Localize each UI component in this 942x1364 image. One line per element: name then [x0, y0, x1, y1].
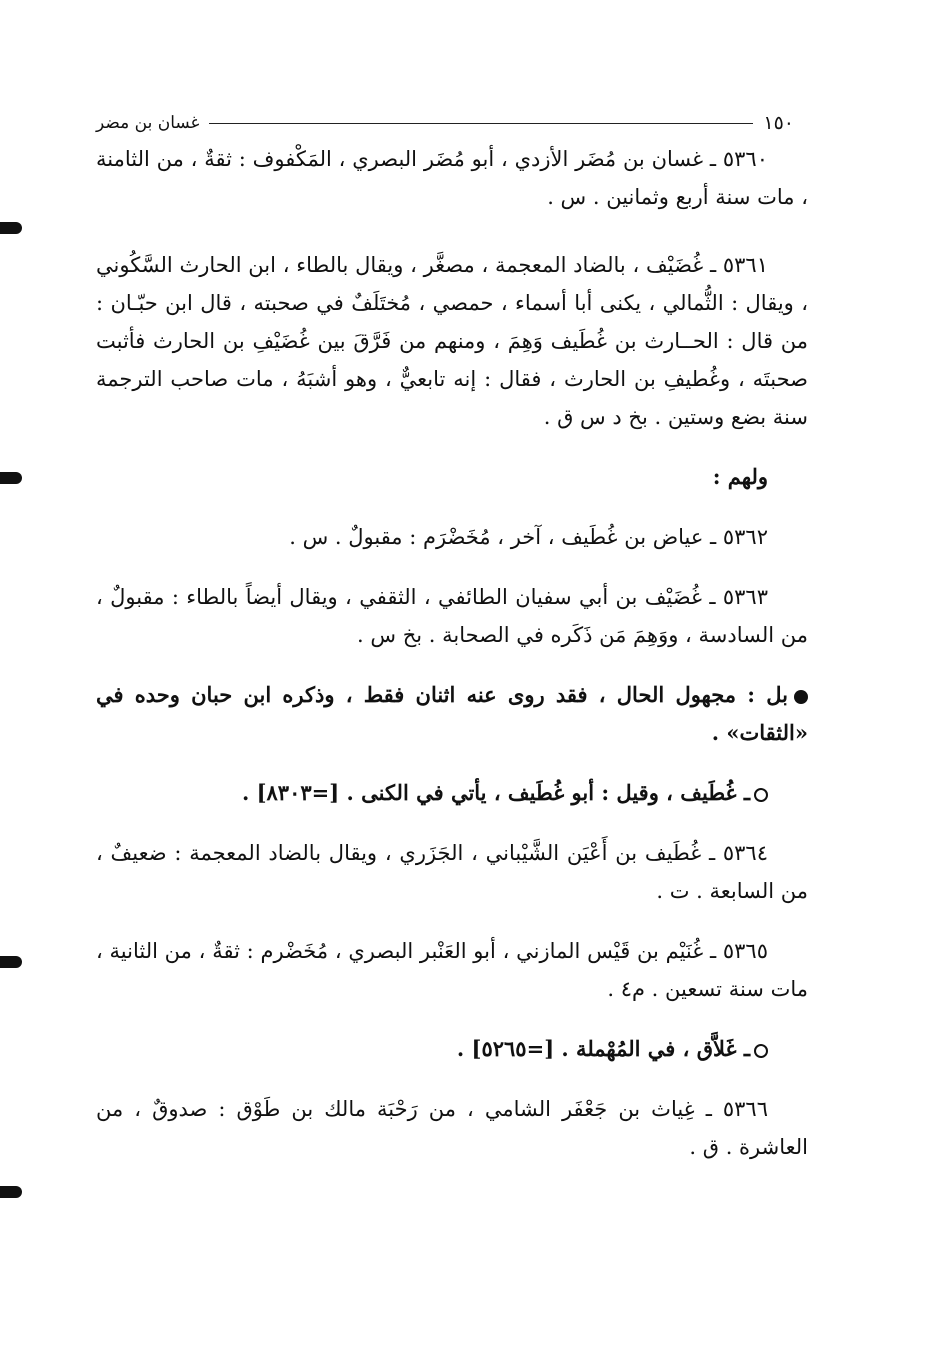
entry-5366	[96, 1090, 808, 1166]
entry-text: ٥٣٦٦ ـ غِياث بن جَعْفَر الشامي ، من رَحْبَة مالك بن طَوْق : صدوقٌ ، من العاشرة . ق .	[96, 1097, 808, 1159]
bullet-icon	[794, 690, 808, 704]
entry-5361	[96, 246, 808, 436]
circle-icon	[754, 1044, 768, 1058]
crossref-text: ـ غُطَيف ، وقيل : أبو غُطَيف ، يأتي في الكنى . [=٨٣٠٣] .	[241, 780, 750, 805]
entry-5365	[96, 932, 808, 1008]
entry-5364	[96, 834, 808, 910]
page-header	[96, 108, 794, 138]
scan-edge-mark	[0, 1186, 22, 1198]
entry-text: ٥٣٦٠ ـ غسان بن مُضَر الأزدي ، أبو مُضَر البصري ، المَكْفوف : ثقةٌ ، من الثامنة ، مات سنة أربع وثمانين . س .	[96, 147, 808, 209]
cross-reference-entry	[96, 774, 808, 812]
heading-text: ولهم :	[712, 464, 768, 489]
scan-edge-mark	[0, 222, 22, 234]
note-entry	[96, 676, 808, 752]
cross-reference-entry	[96, 1030, 808, 1068]
page-number: ١٥٠	[763, 112, 794, 134]
entry-text: ٥٣٦٣ ـ غُضَيْف بن أبي سفيان الطائفي ، الثقفي ، ويقال أيضاً بالطاء : مقبولٌ ، من السادسة ، ووَهِمَ مَن ذَكَره في الصحابة . بخ س .	[96, 585, 808, 647]
entry-5362	[96, 518, 808, 556]
page-body	[96, 140, 808, 1188]
circle-icon	[754, 788, 768, 802]
scan-edge-mark	[0, 956, 22, 968]
header-rule	[209, 123, 753, 124]
entry-5363	[96, 578, 808, 654]
running-head: غسان بن مضر	[96, 113, 200, 133]
entry-text: ٥٣٦٢ ـ عياض بن غُطَيف ، آخر ، مُخَضْرَم : مقبولٌ . س .	[289, 525, 768, 549]
entry-text: ٥٣٦٥ ـ غُنَيْم بن قَيْس المازني ، أبو العَنْبر البصري ، مُخَضْرم : ثقةٌ ، من الثانية ، مات سنة تسعين . م٤ .	[96, 939, 808, 1001]
section-heading	[96, 458, 808, 496]
entry-text: ٥٣٦٤ ـ غُطَيف بن أَعْيَن الشَّيْباني ، الجَزَري ، ويقال بالضاد المعجمة : ضعيفٌ ، من السابعة . ت .	[96, 841, 808, 903]
crossref-text: ـ غَلاَّق ، في المُهْملة . [=٥٢٦٥] .	[456, 1036, 750, 1061]
scan-edge-mark	[0, 472, 22, 484]
note-text: بل : مجهول الحال ، فقد روى عنه اثنان فقط ، وذكره ابن حبان وحده في «الثقات» .	[96, 682, 808, 745]
entry-text: ٥٣٦١ ـ غُضَيْف ، بالضاد المعجمة ، مصغَّر ، ويقال بالطاء ، ابن الحارث السَّكُوني ، ويقال : الثُّمالي ، يكنى أبا أسماء ، حمصي ، مُختَلَفٌ في صحبته ، قال ابن حبّـان : من قال : الحــارث بن غُطَيف وَهِمَ ، ومنهم من فَرَّقَ بين غُضَيْفِ بن الحارث فأثبت صحبتَه ، وغُطيفِ بن الحارث ، فقال : إنه تابعيٌّ ، وهو أشبَهُ ، مات صاحب الترجمة سنة بضع وستين . بخ د س ق .	[96, 253, 808, 429]
entry-5360	[96, 140, 808, 216]
